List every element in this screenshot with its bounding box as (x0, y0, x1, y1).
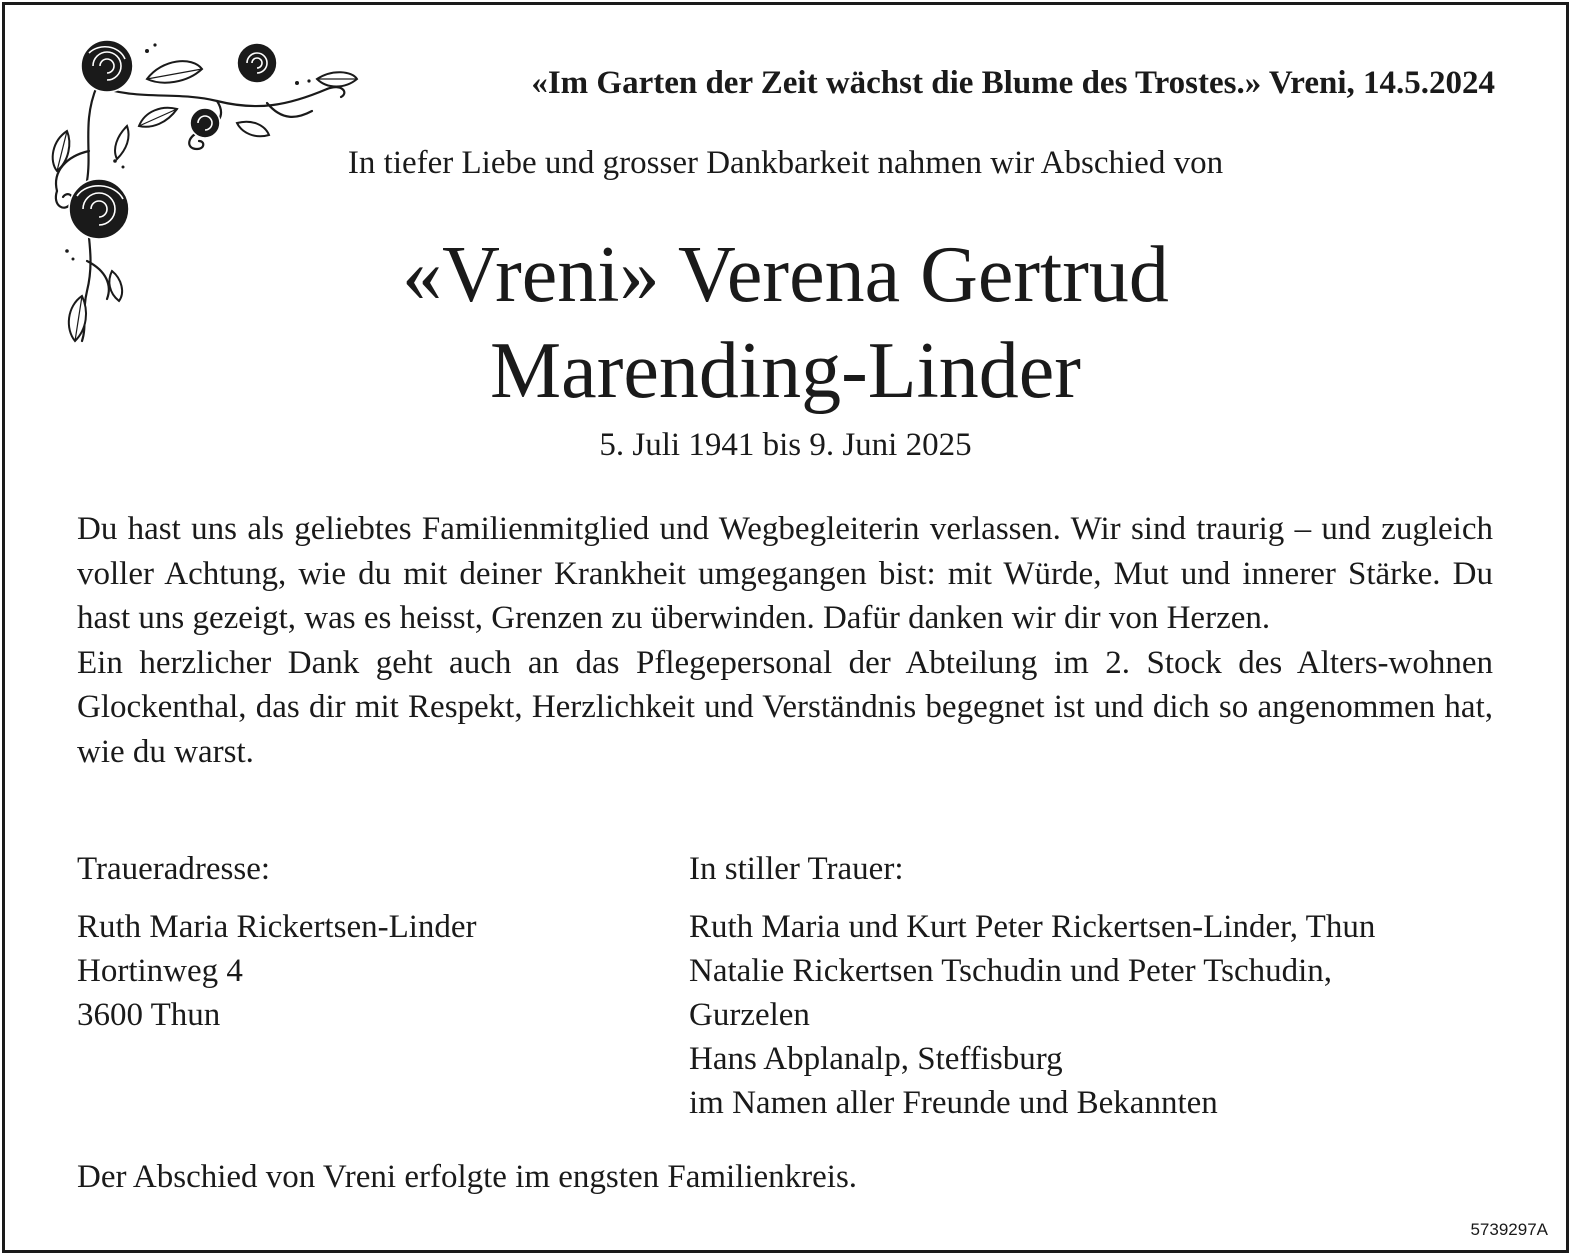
motto-quote: «Im Garten der Zeit wächst die Blume des Trostes.» Vreni, 14.5.2024 (531, 65, 1495, 101)
address-heading: Traueradresse: (77, 851, 271, 887)
mourner-line: Gurzelen (689, 997, 810, 1033)
obituary-frame (2, 2, 1569, 1253)
mourner-line: im Namen aller Freunde und Bekannten (689, 1085, 1218, 1121)
mourner-line: Natalie Rickertsen Tschudin und Peter Tschudin, (689, 953, 1333, 989)
address-line: Hortinweg 4 (77, 953, 243, 989)
address-line: 3600 Thun (77, 997, 221, 1033)
deceased-name-line2: Marending-Linder (490, 327, 1081, 415)
mourner-line: Ruth Maria und Kurt Peter Rickertsen-Linder, Thun (689, 909, 1376, 945)
mourners-heading: In stiller Trauer: (689, 851, 904, 887)
mourners-list (689, 847, 1519, 1125)
message-paragraph: Ein herzlicher Dank geht auch an das Pflegepersonal der Abteilung im 2. Stock des Alters-wohnen Glockenthal, das dir mit Respekt, Herzlichkeit und Verständnis begegnet ist und dich so angenommen hat, wie du warst. (77, 644, 1493, 770)
reference-number: 5739297A (1470, 1220, 1548, 1239)
closing-note: Der Abschied von Vreni erfolgte im engsten Familienkreis. (77, 1159, 858, 1195)
mourner-line: Hans Abplanalp, Steffisburg (689, 1041, 1063, 1077)
mourning-address (77, 847, 637, 1037)
address-line: Ruth Maria Rickertsen-Linder (77, 909, 477, 945)
message-body (77, 507, 1493, 774)
life-dates: 5. Juli 1941 bis 9. Juni 2025 (599, 427, 972, 463)
intro-line (5, 143, 1566, 183)
deceased-name-line1: «Vreni» Verena Gertrud (402, 231, 1169, 319)
message-paragraph: Du hast uns als geliebtes Familienmitglied und Wegbegleiterin verlassen. Wir sind traurig – und zugleich voller Achtung, wie du mit deiner Krankheit umgegangen bist: mit Würde, Mut und innerer Stärke. Du hast uns gezeigt, was es heisst, Grenzen zu überwinden. Dafür danken wir dir von Herzen. (77, 511, 1493, 636)
intro-text: In tiefer Liebe und grosser Dankbarkeit nahmen wir Abschied von (347, 145, 1224, 181)
